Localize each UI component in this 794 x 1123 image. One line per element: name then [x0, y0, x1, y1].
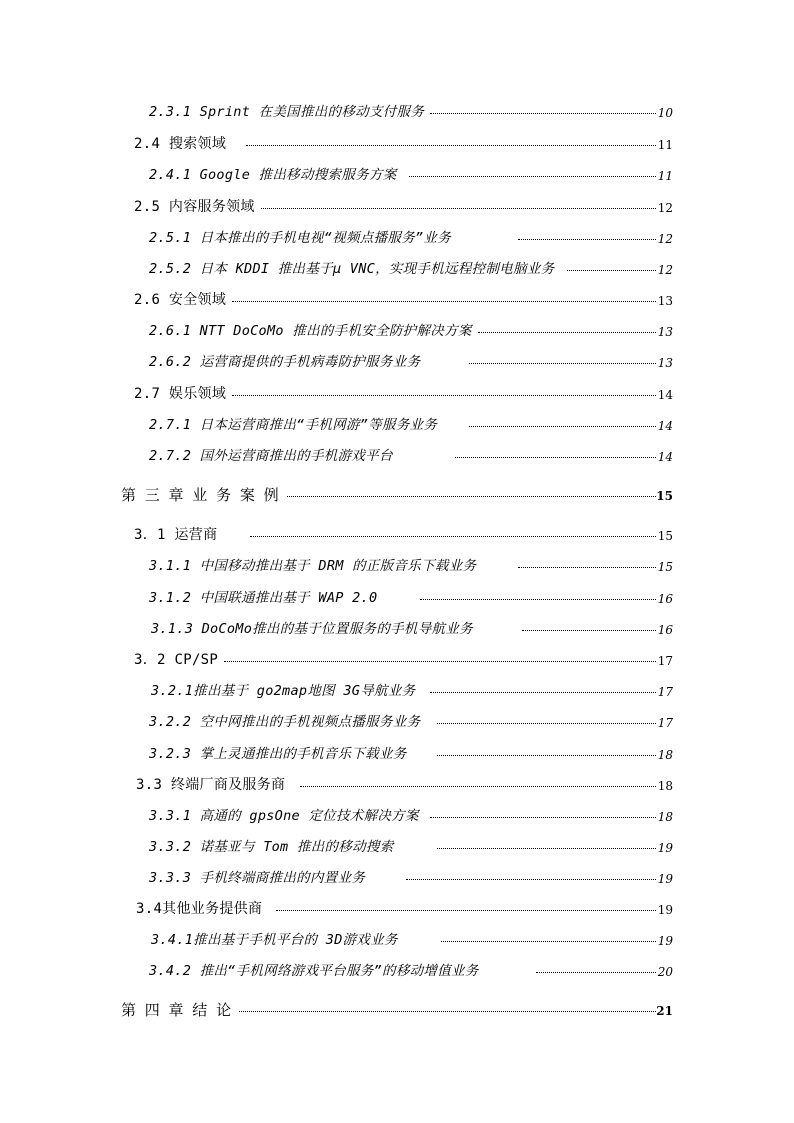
toc-leader-dots [409, 176, 656, 177]
toc-entry-page: 17 [657, 685, 673, 699]
toc-entry[interactable] [0, 259, 794, 279]
toc-entry-page: 12 [657, 232, 673, 246]
toc-entry-title: 2.6.1 NTT DoCoMo 推出的手机安全防护解决方案 [149, 323, 472, 339]
toc-leader-dots [518, 239, 656, 240]
toc-entry-page: 19 [657, 903, 673, 917]
toc-leader-dots [536, 972, 656, 973]
toc-entry[interactable] [0, 446, 794, 466]
toc-entry[interactable] [0, 681, 794, 701]
toc-entry-title: 2.5.2 日本 KDDI 推出基于μ VNC，实现手机远程控制电脑业务 [149, 261, 555, 277]
toc-entry-title: 2.4 搜索领域 [134, 136, 227, 152]
toc-entry-title: 2.7.1 日本运营商推出“手机网游”等服务业务 [149, 417, 438, 433]
toc-leader-dots [469, 363, 656, 364]
toc-entry-title: 3.3.1 高通的 gpsOne 定位技术解决方案 [149, 808, 419, 824]
toc-leader-dots [469, 426, 656, 427]
toc-leader-dots [232, 395, 656, 396]
toc-entry-title: 3.3.2 诺基亚与 Tom 推出的移动搜索 [149, 839, 394, 855]
toc-leader-dots [437, 755, 656, 756]
toc-entry[interactable] [0, 899, 794, 919]
toc-entry-title: 2.4.1 Google 推出移动搜索服务方案 [149, 167, 397, 183]
toc-leader-dots [232, 301, 656, 302]
toc-entry-page: 15 [657, 560, 673, 574]
toc-entry-title: 3.2.3 掌上灵通推出的手机音乐下载业务 [149, 746, 407, 762]
toc-entry[interactable] [0, 775, 794, 795]
toc-entry-page: 14 [657, 450, 673, 464]
toc-entry[interactable] [0, 930, 794, 950]
toc-entry-title: 3．1 运营商 [134, 527, 218, 543]
toc-entry[interactable] [0, 102, 794, 122]
toc-leader-dots [276, 910, 656, 911]
toc-leader-dots [430, 817, 656, 818]
toc-leader-dots [239, 1011, 656, 1012]
toc-entry[interactable] [0, 556, 794, 576]
toc-entry-title: 2.3.1 Sprint 在美国推出的移动支付服务 [149, 104, 425, 120]
toc-entry-page: 19 [657, 841, 673, 855]
toc-entry[interactable] [0, 384, 794, 404]
toc-entry-page: 13 [657, 294, 673, 308]
toc-leader-dots [430, 692, 656, 693]
toc-entry-title: 3.2.1推出基于 go2map地图 3G导航业务 [151, 683, 416, 699]
toc-leader-dots [300, 786, 656, 787]
toc-entry-title: 2.7.2 国外运营商推出的手机游戏平台 [149, 448, 393, 464]
toc-entry-title: 3.1.2 中国联通推出基于 WAP 2.0 [149, 590, 378, 606]
toc-entry-page: 19 [657, 934, 673, 948]
toc-entry[interactable] [0, 352, 794, 372]
toc-entry-page: 11 [657, 138, 673, 152]
toc-entry-page: 13 [657, 356, 673, 370]
toc-entry-page: 15 [657, 529, 673, 543]
toc-entry-title: 3.2.2 空中网推出的手机视频点播服务业务 [149, 714, 421, 730]
toc-entry[interactable] [0, 134, 794, 154]
toc-entry-page: 12 [657, 263, 673, 277]
toc-leader-dots [287, 496, 656, 497]
toc-leader-dots [455, 457, 656, 458]
toc-entry-page: 17 [657, 654, 673, 668]
toc-entry[interactable] [0, 961, 794, 981]
toc-entry-title: 3.4.2 推出“手机网络游戏平台服务”的移动增值业务 [149, 963, 479, 979]
toc-leader-dots [224, 661, 656, 662]
toc-entry-title: 第 三 章 业 务 案 例 [121, 486, 281, 504]
toc-entry[interactable] [0, 165, 794, 185]
toc-entry-page: 18 [657, 748, 673, 762]
toc-entry-title: 2.5.1 日本推出的手机电视“视频点播服务”业务 [149, 230, 452, 246]
toc-entry[interactable] [0, 868, 794, 888]
toc-entry[interactable] [0, 837, 794, 857]
toc-entry-title: 3.1.3 DoCoMo推出的基于位置服务的手机导航业务 [151, 621, 473, 637]
toc-leader-dots [406, 879, 656, 880]
toc-entry[interactable] [0, 321, 794, 341]
toc-entry-page: 10 [657, 106, 673, 120]
toc-entry-page: 19 [657, 872, 673, 886]
toc-leader-dots [441, 941, 656, 942]
toc-leader-dots [567, 270, 656, 271]
toc-entry[interactable] [0, 415, 794, 435]
toc-entry-page: 13 [657, 325, 673, 339]
toc-entry-title: 第 四 章 结 论 [121, 1001, 234, 1019]
toc-leader-dots [246, 145, 656, 146]
toc-entry[interactable] [0, 588, 794, 608]
toc-entry-title: 3.3 终端厂商及服务商 [136, 777, 286, 793]
toc-entry-page: 21 [656, 1004, 673, 1018]
toc-entry-title: 3．2 CP/SP [134, 652, 219, 668]
toc-entry[interactable] [0, 1000, 794, 1020]
toc-entry-page: 17 [657, 716, 673, 730]
toc-entry[interactable] [0, 197, 794, 217]
toc-entry-page: 14 [657, 388, 673, 402]
toc-entry-page: 20 [657, 965, 673, 979]
toc-entry[interactable] [0, 290, 794, 310]
toc-entry-page: 16 [657, 592, 673, 606]
toc-entry-page: 14 [657, 419, 673, 433]
toc-entry-title: 3.3.3 手机终端商推出的内置业务 [149, 870, 366, 886]
toc-entry[interactable] [0, 619, 794, 639]
toc-leader-dots [261, 208, 656, 209]
toc-entry-title: 2.5 内容服务领域 [134, 199, 255, 215]
toc-entry-page: 15 [656, 489, 673, 503]
toc-entry[interactable] [0, 744, 794, 764]
toc-leader-dots [420, 599, 656, 600]
toc-entry-page: 16 [657, 623, 673, 637]
toc-entry-title: 2.7 娱乐领域 [134, 386, 227, 402]
toc-entry-title: 2.6.2 运营商提供的手机病毒防护服务业务 [149, 354, 421, 370]
toc-entry[interactable] [0, 650, 794, 670]
toc-entry[interactable] [0, 228, 794, 248]
toc-entry-page: 18 [657, 779, 673, 793]
toc-entry-title: 3.4.1推出基于手机平台的 3D游戏业务 [151, 932, 398, 948]
toc-leader-dots [430, 113, 656, 114]
toc-entry-page: 11 [657, 169, 673, 183]
toc-leader-dots [250, 536, 656, 537]
toc-leader-dots [437, 723, 656, 724]
toc-entry-title: 2.6 安全领域 [134, 292, 227, 308]
toc-entry-title: 3.4其他业务提供商 [136, 901, 263, 917]
toc-entry[interactable] [0, 712, 794, 732]
toc-leader-dots [478, 332, 656, 333]
toc-entry-title: 3.1.1 中国移动推出基于 DRM 的正版音乐下载业务 [149, 558, 477, 574]
toc-entry[interactable] [0, 485, 794, 505]
toc-entry[interactable] [0, 525, 794, 545]
toc-leader-dots [522, 630, 656, 631]
toc-leader-dots [518, 567, 656, 568]
toc-entry-page: 18 [657, 810, 673, 824]
toc-entry-page: 12 [657, 201, 673, 215]
toc-entry[interactable] [0, 806, 794, 826]
toc-leader-dots [437, 848, 656, 849]
